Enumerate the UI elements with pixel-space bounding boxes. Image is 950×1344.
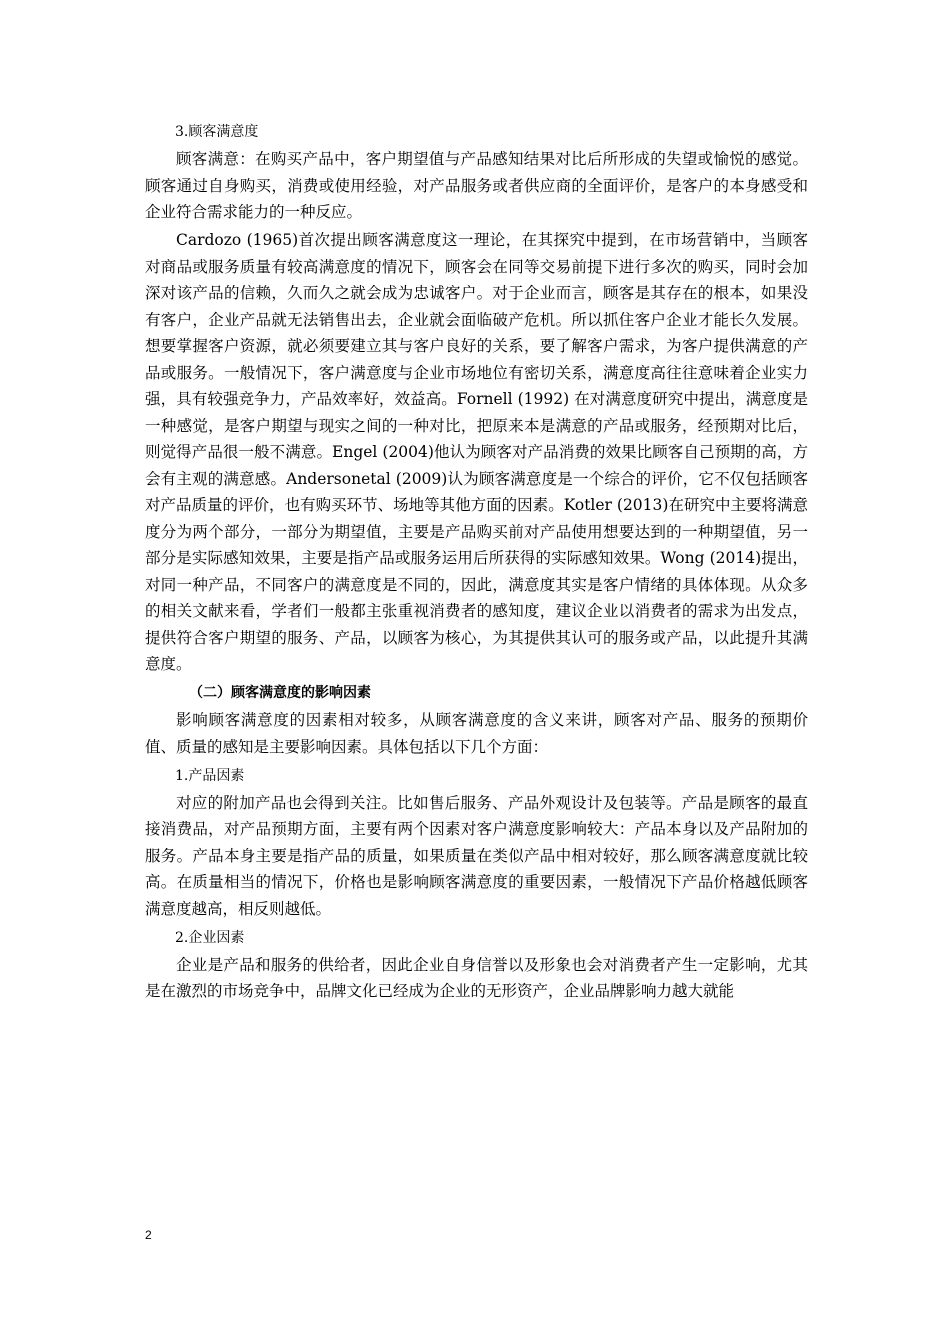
section-2-heading: （二）顾客满意度的影响因素 xyxy=(189,685,371,701)
paragraph-product-factors: 对应的附加产品也会得到关注。比如售后服务、产品外观设计及包装等。产品是顾客的最直接消费品，对产品预期方面，主要有两个因素对客户满意度影响较大：产品本身以及产品附加的服务。产品本身主要是指产品的质量，如果质量在类似产品中相对较好，那么顾客满意度就比较高。在质量相当的情况下，价格也是影响顾客满意度的重要因素，一般情况下产品价格越低顾客满意度越高，相反则越低。 xyxy=(145,793,808,918)
paragraph-influencing-factors-intro: 影响顾客满意度的因素相对较多，从顾客满意度的含义来讲，顾客对产品、服务的预期价值、质量的感知是主要影响因素。具体包括以下几个方面： xyxy=(145,711,808,756)
page-number: 2 xyxy=(145,1228,152,1242)
paragraph-customer-satisfaction-definition: 顾客满意：在购买产品中，客户期望值与产品感知结果对比后所形成的失望或愉悦的感觉。顾客通过自身购买，消费或使用经验，对产品服务或者供应商的全面评价，是客户的本身感受和企业符合需求能力的一种反应。 xyxy=(145,150,808,221)
section-3-heading: 3.顾客满意度 xyxy=(175,124,259,140)
paragraph-enterprise-factors: 企业是产品和服务的供给者，因此企业自身信誉以及形象也会对消费者产生一定影响，尤其是在激烈的市场竞争中，品牌文化已经成为企业的无形资产，企业品牌影响力越大就能 xyxy=(145,955,808,1000)
factor-1-heading: 1.产品因素 xyxy=(175,767,245,784)
factor-2-heading: 2.企业因素 xyxy=(175,929,245,946)
paragraph-literature-review: Cardozo (1965)首次提出顾客满意度这一理论，在其探究中提到，在市场营销中，当顾客对商品或服务质量有较高满意度的情况下，顾客会在同等交易前提下进行多次的购买，同时会加深对该产品的信赖，久而久之就会成为忠诚客户。对于企业而言，顾客是其存在的根本，如果没有客户，企业产品就无法销售出去，企业就会面临破产危机。所以抓住客户企业才能长久发展。想要掌握客户资源，就必须要建立其与客户良好的关系，要了解客户需求，为客户提供满意的产品或服务。一般情况下，客户满意度与企业市场地位有密切关系，满意度高往往意味着企业实力强，具有较强竞争力，产品效率好，效益高。Fornell (1992) 在对满意度研究中提出，满意度是一种感觉，是客户期望与现实之间的一种对比，把原来本是满意的产品或服务，经预期对比后，则觉得产品很一般不满意。Engel (2004)他认为顾客对产品消费的效果比顾客自己预期的高，方会有主观的满意感。Andersonetal (2009)认为顾客满意度是一个综合的评价，它不仅包括顾客对产品质量的评价，也有购买环节、场地等其他方面的因素。Kotler (2013)在研究中主要将满意度分为两个部分，一部分为期望值，主要是产品购买前对产品使用想要达到的一种期望值，另一部分是实际感知效果，主要是指产品或服务运用后所获得的实际感知效果。Wong (2014)提出，对同一种产品，不同客户的满意度是不同的，因此，满意度其实是客户情绪的具体体现。从众多的相关文献来看，学者们一般都主张重视消费者的感知度，建议企业以消费者的需求为出发点，提供符合客户期望的服务、产品，以顾客为核心，为其提供其认可的服务或产品，以此提升其满意度。 xyxy=(145,231,808,673)
document-body xyxy=(145,118,808,1006)
